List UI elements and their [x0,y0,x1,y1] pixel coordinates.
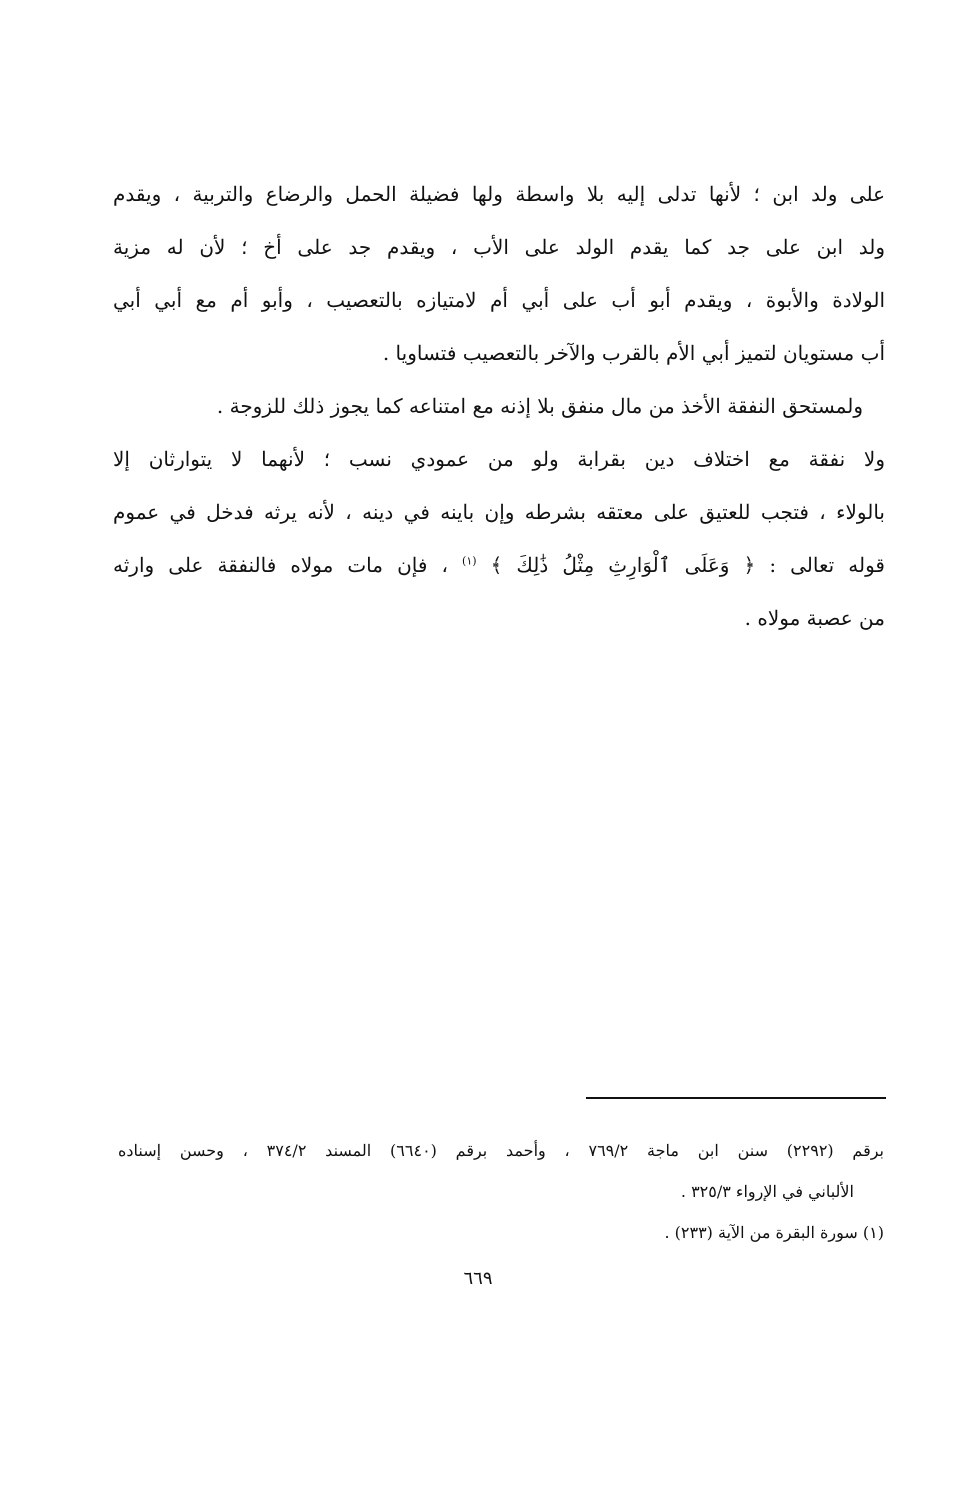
text-line-1: على ولد ابن ؛ لأنها تدلى إليه بلا واسطة ولها فضيلة الحمل والرضاع والتربية ، ويقدم [113,182,885,206]
quran-citation-line [113,539,885,592]
text-line-4: أب مستويان لتميز أبي الأم بالقرب والآخر بالتعصيب فتساويا . [382,341,885,365]
footnote-marker: (١) [462,554,477,568]
main-text-block [113,168,885,645]
text-line-7: بالولاء ، فتجب للعتيق على معتقه بشرطه وإن باينه في دينه ، لأنه يرثه فدخل في عموم [113,500,885,524]
footnotes-block [118,1130,884,1253]
footnote-separator [586,1097,886,1099]
quran-line-intro: قوله تعالى : [755,553,885,577]
footnote-line-3: (١) سورة البقرة من الآية (٢٣٣) . [664,1223,884,1242]
page-number: ٦٦٩ [463,1268,493,1289]
text-line-9: من عصبة مولاه . [744,606,885,630]
text-line-2: ولد ابن على جد كما يقدم الولد على الأب ، ويقدم جد على أخ ؛ لأن له مزية [113,235,885,259]
text-line-3: الولادة والأبوة ، ويقدم أبو أب على أبي أم لامتيازه بالتعصيب ، وأبو أم مع أبي أبي [113,288,885,312]
quran-verse: ﴿ وَعَلَى ٱلْوَارِثِ مِثْلُ ذَٰلِكَ ﴾ [490,553,756,577]
text-line-5: ولمستحق النفقة الأخذ من مال منفق بلا إذنه مع امتناعه كما يجوز ذلك للزوجة . [216,394,863,418]
quran-line-rest: ، فإن مات مولاه فالنفقة على وارثه [113,553,463,577]
text-line-6: ولا نفقة مع اختلاف دين بقرابة ولو من عمودي نسب ؛ لأنهما لا يتوارثان إلا [113,447,885,471]
footnote-line-1: برقم (٢٢٩٢) سنن ابن ماجة ٧٦٩/٢ ، وأحمد برقم (٦٦٤٠) المسند ٣٧٤/٢ ، وحسن إسناده [118,1141,884,1160]
footnote-line-2: الألباني في الإرواء ٣٢٥/٣ . [680,1182,854,1201]
